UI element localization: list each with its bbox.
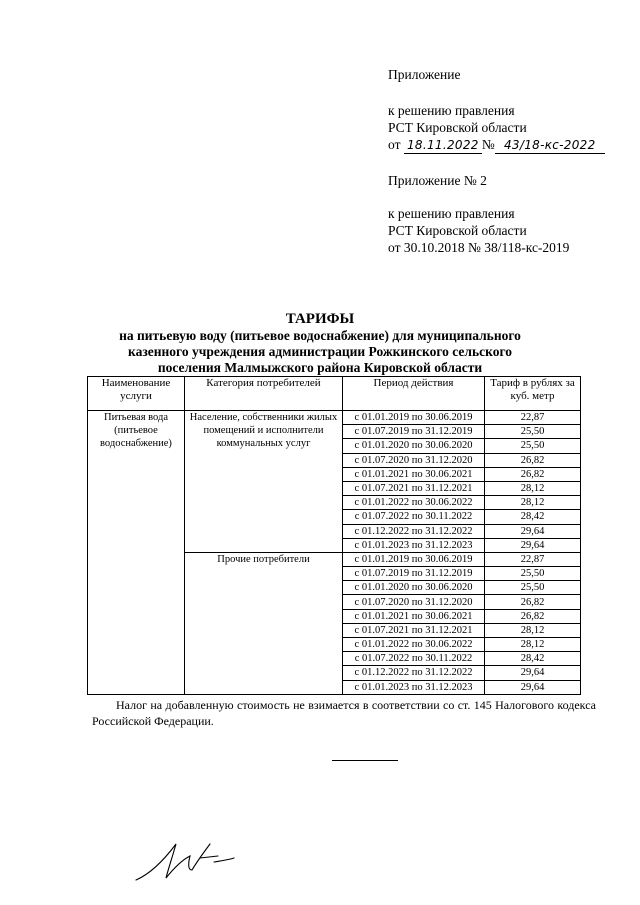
period-cell: с 01.07.2019 по 31.12.2019 — [343, 425, 485, 439]
period-cell: с 01.01.2022 по 30.06.2022 — [343, 638, 485, 652]
tariff-cell: 29,64 — [485, 524, 581, 538]
table-row — [88, 411, 581, 425]
period-cell: с 01.07.2020 по 31.12.2020 — [343, 595, 485, 609]
separator-line — [332, 760, 398, 761]
tariff-cell: 22,87 — [485, 552, 581, 566]
appendix-2-label: Приложение № 2 — [388, 173, 487, 188]
signature-mark — [130, 830, 240, 890]
document-subtitle-line-1: на питьевую воду (питьевое водоснабжение) для муниципального — [119, 328, 521, 343]
decision-2-line-3: от 30.10.2018 № 38/118-кс-2019 — [388, 240, 570, 255]
tariff-cell: 28,12 — [485, 481, 581, 495]
tariff-cell: 26,82 — [485, 609, 581, 623]
period-cell: с 01.01.2023 по 31.12.2023 — [343, 680, 485, 694]
tariff-cell: 29,64 — [485, 538, 581, 552]
header-service: Наименование услуги — [88, 377, 185, 411]
period-cell: с 01.07.2022 по 30.11.2022 — [343, 510, 485, 524]
category-cell-population: Население, собственники жилых помещений и исполнители коммунальных услуг — [185, 411, 343, 553]
period-cell: с 01.01.2019 по 30.06.2019 — [343, 411, 485, 425]
period-cell: с 01.07.2019 по 31.12.2019 — [343, 567, 485, 581]
period-cell: с 01.07.2021 по 31.12.2021 — [343, 481, 485, 495]
period-cell: с 01.01.2021 по 30.06.2021 — [343, 467, 485, 481]
decision-1-line-2: РСТ Кировской области — [388, 120, 527, 135]
tariff-cell: 26,82 — [485, 453, 581, 467]
decision-2-line-2: РСТ Кировской области — [388, 223, 527, 238]
period-cell: с 01.07.2022 по 30.11.2022 — [343, 652, 485, 666]
period-cell: с 01.01.2019 по 30.06.2019 — [343, 552, 485, 566]
tariff-cell: 28,12 — [485, 638, 581, 652]
vat-note: Налог на добавленную стоимость не взимается в соответствии со ст. 145 Налогового кодекса Российской Федерации. — [92, 698, 596, 728]
decision-1-from: от — [388, 137, 401, 152]
decision-1-line-1: к решению правления — [388, 103, 515, 118]
category-cell-other: Прочие потребители — [185, 552, 343, 694]
header-period: Период действия — [343, 377, 485, 411]
period-cell: с 01.01.2023 по 31.12.2023 — [343, 538, 485, 552]
period-cell: с 01.01.2020 по 30.06.2020 — [343, 439, 485, 453]
decision-2-line-1: к решению правления — [388, 206, 515, 221]
tariff-cell: 22,87 — [485, 411, 581, 425]
header-tariff: Тариф в рублях за куб. метр — [485, 377, 581, 411]
period-cell: с 01.12.2022 по 31.12.2022 — [343, 524, 485, 538]
tariff-cell: 29,64 — [485, 666, 581, 680]
tariff-table — [87, 376, 581, 695]
period-cell: с 01.01.2022 по 30.06.2022 — [343, 496, 485, 510]
decision-1-date-line — [388, 137, 605, 154]
tariff-cell: 26,82 — [485, 595, 581, 609]
decision-1-handwritten-number: 43/18-кс-2022 — [495, 137, 605, 154]
period-cell: с 01.01.2020 по 30.06.2020 — [343, 581, 485, 595]
period-cell: с 01.07.2020 по 31.12.2020 — [343, 453, 485, 467]
tariff-cell: 28,12 — [485, 623, 581, 637]
tariff-cell: 28,42 — [485, 510, 581, 524]
table-header-row — [88, 377, 581, 411]
document-title: ТАРИФЫ — [285, 311, 355, 327]
tariff-cell: 25,50 — [485, 567, 581, 581]
tariff-cell: 29,64 — [485, 680, 581, 694]
tariff-cell: 25,50 — [485, 425, 581, 439]
document-subtitle-line-2: казенного учреждения администрации Рожкинского сельского — [128, 344, 512, 359]
tariff-cell: 28,42 — [485, 652, 581, 666]
decision-1-number-sign: № — [481, 137, 495, 152]
period-cell: с 01.12.2022 по 31.12.2022 — [343, 666, 485, 680]
decision-1-handwritten-date: 18.11.2022 — [404, 137, 482, 154]
tariff-cell: 28,12 — [485, 496, 581, 510]
appendix-label: Приложение — [388, 67, 461, 82]
service-cell: Питьевая вода (питьевое водоснабжение) — [88, 411, 185, 695]
header-category: Категория потребителей — [185, 377, 343, 411]
period-cell: с 01.01.2021 по 30.06.2021 — [343, 609, 485, 623]
tariff-cell: 26,82 — [485, 467, 581, 481]
document-subtitle-line-3: поселения Малмыжского района Кировской области — [157, 360, 483, 375]
tariff-cell: 25,50 — [485, 439, 581, 453]
period-cell: с 01.07.2021 по 31.12.2021 — [343, 623, 485, 637]
tariff-cell: 25,50 — [485, 581, 581, 595]
